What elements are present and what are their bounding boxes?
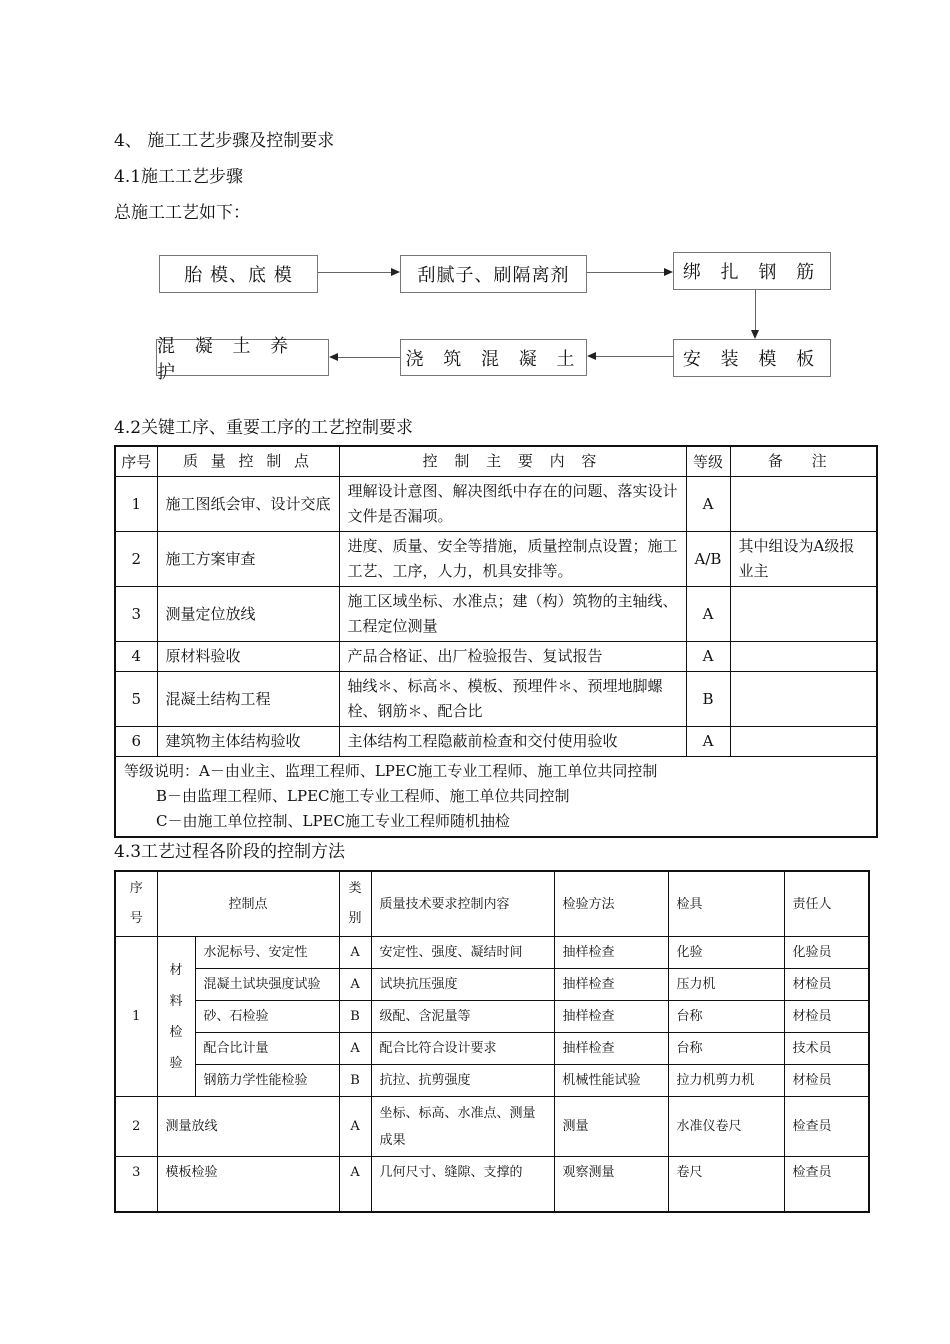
category-cell: A (339, 1033, 371, 1065)
person-cell: 检查员 (784, 1097, 869, 1157)
remark-cell (730, 587, 877, 642)
arrow-left-icon (587, 352, 596, 360)
category-cell: A (339, 1157, 371, 1212)
flow-step-label: 绑 扎 钢 筋 (682, 262, 822, 283)
table-header-row (115, 446, 877, 477)
flow-step-label: 混 凝 土 养 护 (157, 335, 296, 383)
header-cell: 序号 (115, 446, 157, 477)
remark-cell (730, 642, 877, 672)
tool-cell: 压力机 (668, 969, 784, 1001)
requirement-cell: 几何尺寸、缝隙、支撑的 (371, 1157, 554, 1212)
grade-cell: A (686, 642, 730, 672)
category-cell: A (339, 937, 371, 969)
control-content-cell: 施工区域坐标、水准点；建（构）筑物的主轴线、工程定位测量 (339, 587, 686, 642)
header-cell: 序号 (115, 871, 157, 937)
table-row (115, 937, 869, 969)
tool-cell: 化验 (668, 937, 784, 969)
quality-point-cell: 混凝土结构工程 (157, 672, 339, 727)
tool-cell: 水准仪卷尺 (668, 1097, 784, 1157)
grade-notes-cell (115, 757, 877, 838)
table-header-row (115, 871, 869, 937)
arrow-down-icon (751, 330, 759, 339)
section-4-1-heading: 4.1施工工艺步骤 (114, 167, 244, 187)
arrow-left-icon (329, 353, 338, 361)
flow-step-label: 刮腻子、刷隔离剂 (417, 265, 570, 286)
requirement-cell: 坐标、标高、水准点、测量成果 (371, 1097, 554, 1157)
table-row (115, 672, 877, 727)
control-content-cell: 主体结构工程隐蔽前检查和交付使用验收 (339, 727, 686, 757)
group-label-cell: 材料检验 (157, 937, 195, 1097)
header-cell: 检具 (668, 871, 784, 937)
header-cell: 质量技术要求控制内容 (371, 871, 554, 937)
method-cell: 抽样检查 (554, 1033, 668, 1065)
control-point-cell: 模板检验 (157, 1157, 339, 1212)
flow-arrow-line (338, 357, 400, 358)
requirement-cell: 抗拉、抗剪强度 (371, 1065, 554, 1097)
method-cell: 机械性能试验 (554, 1065, 668, 1097)
person-cell: 材检员 (784, 1001, 869, 1033)
tool-cell: 台称 (668, 1001, 784, 1033)
table-row (115, 587, 877, 642)
quality-point-cell: 施工方案审查 (157, 532, 339, 587)
key-process-control-table (114, 445, 878, 838)
grade-note-line: 等级说明：A－由业主、监理工程师、LPEC施工专业工程师、施工单位共同控制 (124, 762, 658, 780)
person-cell: 化验员 (784, 937, 869, 969)
row-number-cell: 4 (115, 642, 157, 672)
requirement-cell: 试块抗压强度 (371, 969, 554, 1001)
quality-point-cell: 测量定位放线 (157, 587, 339, 642)
control-point-cell: 钢筋力学性能检验 (195, 1065, 339, 1097)
requirement-cell: 配合比符合设计要求 (371, 1033, 554, 1065)
requirement-cell: 级配、含泥量等 (371, 1001, 554, 1033)
table-row (115, 1065, 869, 1097)
row-number-cell: 2 (115, 1097, 157, 1157)
header-cell: 类别 (339, 871, 371, 937)
row-number-cell: 1 (115, 477, 157, 532)
header-cell: 检验方法 (554, 871, 668, 937)
control-content-cell: 产品合格证、出厂检验报告、复试报告 (339, 642, 686, 672)
grade-cell: A (686, 477, 730, 532)
flow-step-box (400, 339, 587, 376)
person-cell: 材检员 (784, 1065, 869, 1097)
flow-arrow-line (596, 356, 673, 357)
grade-note-line: B－由监理工程师、LPEC施工专业工程师、施工单位共同控制 (156, 787, 570, 805)
remark-cell: 其中组设为A级报业主 (730, 532, 877, 587)
control-content-cell: 轴线＊、标高＊、模板、预埋件＊、预埋地脚螺栓、钢筋＊、配合比 (339, 672, 686, 727)
grade-cell: A (686, 727, 730, 757)
table-row (115, 1157, 869, 1212)
tool-cell: 台称 (668, 1033, 784, 1065)
header-cell: 质 量 控 制 点 (157, 446, 339, 477)
flow-arrow-line (755, 290, 756, 330)
method-cell: 抽样检查 (554, 1001, 668, 1033)
arrow-right-icon (664, 268, 673, 276)
control-point-cell: 砂、石检验 (195, 1001, 339, 1033)
header-cell: 等级 (686, 446, 730, 477)
grade-cell: B (686, 672, 730, 727)
table-row (115, 532, 877, 587)
row-number-cell: 3 (115, 587, 157, 642)
section-4-2-heading: 4.2关键工序、重要工序的工艺控制要求 (114, 418, 414, 438)
flow-step-label: 胎 模、底 模 (184, 265, 293, 286)
control-point-cell: 测量放线 (157, 1097, 339, 1157)
quality-point-cell: 施工图纸会审、设计交底 (157, 477, 339, 532)
flow-step-label: 安 装 模 板 (682, 349, 822, 370)
stage-control-method-table (114, 870, 870, 1213)
person-cell: 技术员 (784, 1033, 869, 1065)
row-number-cell: 6 (115, 727, 157, 757)
arrow-right-icon (391, 268, 400, 276)
header-cell: 控 制 主 要 内 容 (339, 446, 686, 477)
remark-cell (730, 727, 877, 757)
category-cell: A (339, 969, 371, 1001)
row-number-cell: 5 (115, 672, 157, 727)
header-cell: 备 注 (730, 446, 877, 477)
flow-arrow-line (587, 272, 664, 273)
row-number-cell: 3 (115, 1157, 157, 1212)
section-4-3-heading: 4.3工艺过程各阶段的控制方法 (114, 842, 346, 862)
table-row (115, 642, 877, 672)
method-cell: 抽样检查 (554, 937, 668, 969)
flow-step-box (673, 252, 831, 290)
control-point-cell: 混凝土试块强度试验 (195, 969, 339, 1001)
category-cell: B (339, 1001, 371, 1033)
requirement-cell: 安定性、强度、凝结时间 (371, 937, 554, 969)
flow-step-box (156, 335, 329, 383)
table-row (115, 1033, 869, 1065)
table-row (115, 727, 877, 757)
table-row (115, 477, 877, 532)
tool-cell: 拉力机剪力机 (668, 1065, 784, 1097)
control-point-cell: 水泥标号、安定性 (195, 937, 339, 969)
method-cell: 观察测量 (554, 1157, 668, 1212)
person-cell: 检查员 (784, 1157, 869, 1212)
table-row (115, 1001, 869, 1033)
quality-point-cell: 建筑物主体结构验收 (157, 727, 339, 757)
header-cell: 责任人 (784, 871, 869, 937)
grade-cell: A/B (686, 532, 730, 587)
tool-cell: 卷尺 (668, 1157, 784, 1212)
flow-step-box (673, 339, 831, 377)
row-number-cell: 1 (115, 937, 157, 1097)
grade-cell: A (686, 587, 730, 642)
section-4-heading: 4、 施工工艺步骤及控制要求 (114, 131, 335, 151)
remark-cell (730, 477, 877, 532)
row-number-cell: 2 (115, 532, 157, 587)
grade-notes-row (115, 757, 877, 838)
method-cell: 抽样检查 (554, 969, 668, 1001)
remark-cell (730, 672, 877, 727)
flow-step-label: 浇 筑 混 凝 土 (405, 348, 582, 370)
method-cell: 测量 (554, 1097, 668, 1157)
flow-arrow-line (318, 272, 391, 273)
category-cell: A (339, 1097, 371, 1157)
flow-step-box (400, 255, 587, 293)
grade-note-line: C－由施工单位控制、LPEC施工专业工程师随机抽检 (156, 812, 510, 830)
control-content-cell: 理解设计意图、解决图纸中存在的问题、落实设计文件是否漏项。 (339, 477, 686, 532)
person-cell: 材检员 (784, 969, 869, 1001)
flow-step-box (159, 255, 318, 293)
header-cell: 控制点 (157, 871, 339, 937)
control-point-cell: 配合比计量 (195, 1033, 339, 1065)
control-content-cell: 进度、质量、安全等措施，质量控制点设置；施工工艺、工序，人力，机具安排等。 (339, 532, 686, 587)
quality-point-cell: 原材料验收 (157, 642, 339, 672)
category-cell: B (339, 1065, 371, 1097)
table-row (115, 1097, 869, 1157)
flow-intro-text: 总施工工艺如下： (114, 203, 250, 223)
table-row (115, 969, 869, 1001)
